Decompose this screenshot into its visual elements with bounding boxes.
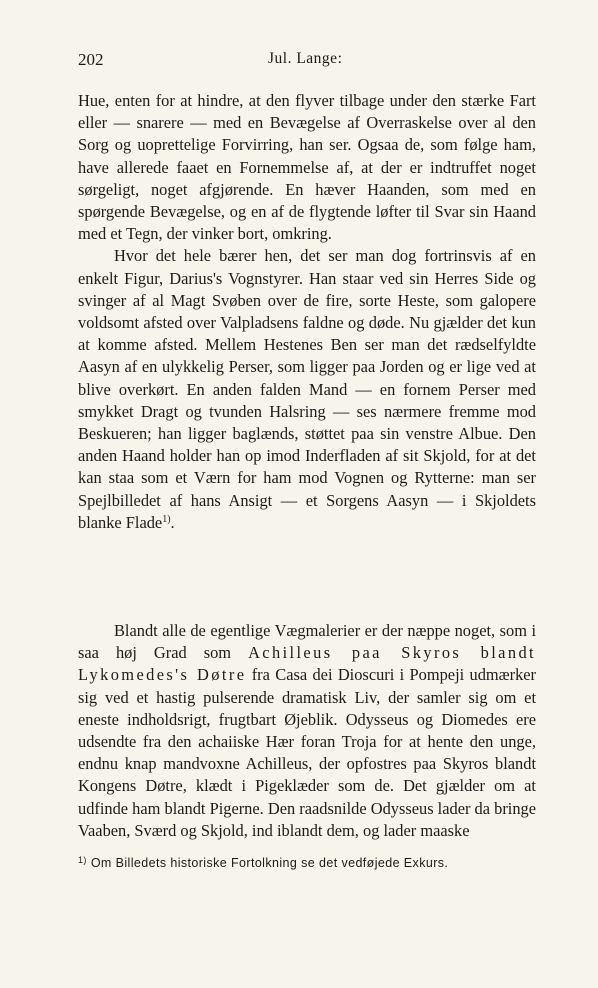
paragraph-1: Hue, enten for at hindre, at den flyver tilbage under den stærke Fart eller — snarere — med en Bevægelse af Overraskelse over al den Sorg og uoprettelige Forvirring, han ser. Ogsaa de, som følge ham, have allerede faaet en Fornemmelse af, at der er indtruffet noget sørgeligt, noget afgjørende. En hæver Haanden, som med en spørgende Bevægelse, og en af de flygtende løfter til Svar sin Haand med et Tegn, der vinker bort, omkring.	[78, 91, 536, 244]
main-text	[78, 90, 536, 534]
paragraph-2: Hvor det hele bærer hen, det ser man dog fortrinsvis af en enkelt Figur, Darius's Vognstyrer. Han staar ved sin Herres Side og svinger af al Magt Svøben over de fire, sorte Heste, som galopere voldsomt afsted over Valpladsens faldne og døde. Nu gjælder det kun at komme afsted. Mellem Hestenes Ben ser man det rædselfyldte Aasyn af en ulykkelig Perser, som ligger paa Jorden og er lige ved at blive overkørt. En anden falden Mand — en fornem Perser med smykket Dragt og tvunden Halsring — ses nærmere fremme mod Beskueren; han ligger baglænds, støttet paa sin venstre Albue. Den anden Haand holder han op imod Inderfladen af sit Skjold, for at det kan staa som et Værn for ham mod Vognen og Rytterne: man ser Spejlbilledet af hans Ansigt — et Sorgens Aasyn — i Skjoldets blanke Flade$^{1)}$.	[78, 246, 536, 532]
footnote	[78, 855, 536, 870]
artwork-title: Achilleus paa Skyros blandt Lykomedes's Døtre	[78, 643, 536, 685]
paragraph-3	[78, 620, 536, 842]
paragraph-2-text: Hvor det hele bærer hen, det ser man dog fortrinsvis af en enkelt Figur, Darius's Vognstyrer. Han staar ved sin Herres Side og svinger af al Magt Svøben over de fire, sorte Heste, som galopere voldsomt afsted over Valpladsens faldne og døde. Nu gjælder det kun at komme afsted. Mellem Hestenes Ben ser man det rædselfyldte Aasyn af en ulykkelig Perser, som ligger paa Jorden og er lige ved at blive overkørt. En anden falden Mand — en fornem Perser med smykket Dragt og tvunden Halsring — ses nærmere fremme mod Beskueren; han ligger baglænds, støttet paa sin venstre Albue. Den anden Haand holder han op imod Inderfladen af sit Skjold, for at det kan staa som et Værn for ham mod Vognen og Rytterne: man ser Spejlbilledet af hans Ansigt — et Sorgens Aasyn — i Skjoldets blanke Flade	[78, 246, 536, 532]
footnote-reference[interactable]: 1)	[162, 513, 171, 525]
footnote-marker: 1)	[78, 855, 87, 865]
footnote-text: Om Billedets historiske Fortolkning se det vedføjede Exkurs.	[90, 856, 449, 870]
paragraph-3-intro: Blandt alle de egentlige Vægmalerier er der næppe noget, som i saa høj Grad som	[78, 621, 536, 663]
running-head: Jul. Lange:	[268, 50, 343, 67]
page-header	[78, 50, 534, 72]
paragraph-3-rest: fra Casa dei Dioscuri i Pompeji udmærker sig ved et hastig pulserende dramatisk Liv, der samler sig om et eneste indholdsrigt, frugtbart Øjeblik. Odysseus og Diomedes ere udsendte fra den achaiiske Hær foran Troja for at hente den unge, endnu knap mandvoxne Achilleus, der opfostres paa Skyros blandt Kongens Døtre, klædt i Pigeklæder som de. Det gjælder om at udfinde ham blandt Pigerne. Den raadsnilde Odysseus lader da bringe Vaaben, Sværd og Skjold, ind iblandt dem, og lader maaske	[78, 665, 536, 840]
second-section	[78, 620, 536, 842]
page-number: 202	[78, 50, 104, 69]
